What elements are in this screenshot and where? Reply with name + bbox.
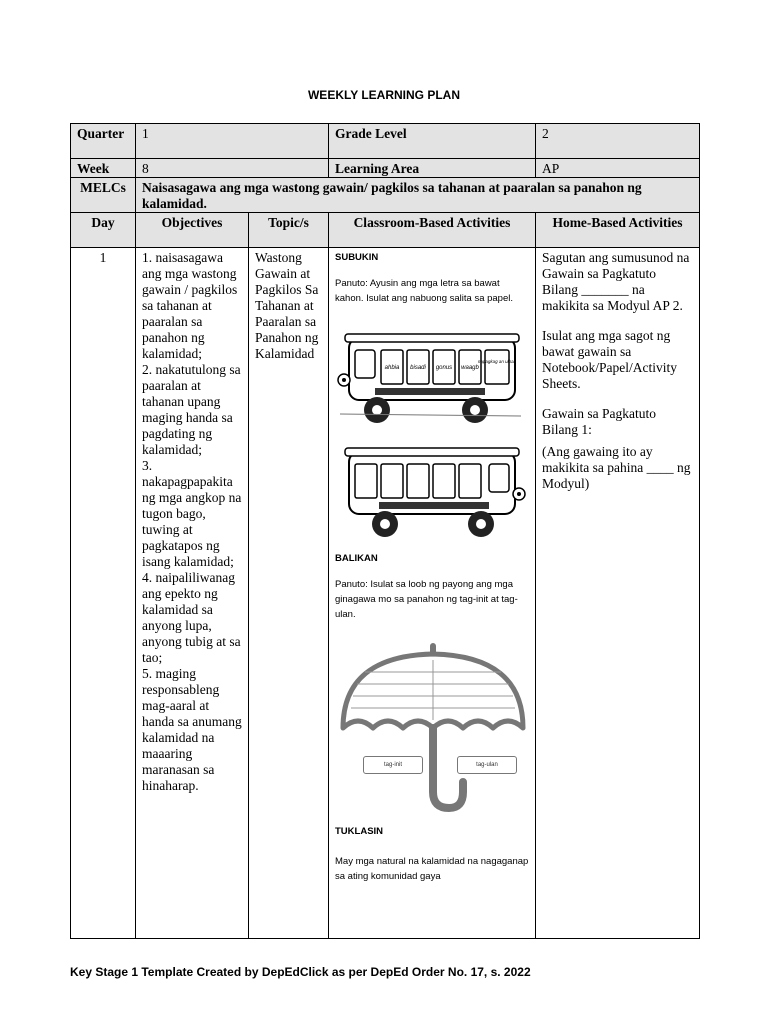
topic-cell: Wastong Gawain at Pagkilos Sa Tahanan at Paaralan sa Panahon ng Kalamidad — [249, 248, 329, 939]
week-row — [71, 159, 700, 178]
document-title: WEEKLY LEARNING PLAN — [307, 88, 460, 102]
home-activity-text: Gawain sa Pagkatuto Bilang 1: — [542, 406, 656, 437]
tag-ulan-label: tag-ulan — [457, 756, 517, 774]
tag-init-label: tag-init — [363, 756, 423, 774]
bus-word: gonus — [435, 365, 453, 371]
week-label: Week — [71, 159, 136, 178]
balikan-heading: BALIKAN — [335, 553, 378, 564]
umbrella-activity — [335, 642, 530, 812]
objectives-header: Objectives — [136, 213, 249, 248]
home-activities-cell — [536, 248, 700, 939]
day-header: Day — [71, 213, 136, 248]
bus-illustrations — [335, 328, 530, 543]
objective-item: 1. naisasagawa ang mga wastong gawain / pagkilos sa tahanan at paaralan sa panahon ng kalamidad; — [142, 250, 238, 361]
tuklasin-text: May mga natural na kalamidad na nagaganap sa ating komunidad gaya — [335, 856, 529, 882]
bus-bottom-illustration — [345, 448, 525, 537]
grade-level-value: 2 — [536, 124, 700, 159]
bus-word: waagb — [461, 365, 479, 371]
learning-area-value: AP — [536, 159, 700, 178]
classroom-header: Classroom-Based Activities — [329, 213, 536, 248]
footer-note: Key Stage 1 Template Created by DepEdClick as per DepEd Order No. 17, s. 2022 — [70, 965, 531, 979]
umbrella-illustration — [335, 642, 530, 812]
tuklasin-heading: TUKLASIN — [335, 826, 384, 837]
learning-plan-table — [70, 123, 700, 939]
home-header: Home-Based Activities — [536, 213, 700, 248]
objectives-cell — [136, 248, 249, 939]
subukin-heading: SUBUKIN — [335, 252, 379, 263]
objective-item: 5. maging responsableng mag-aaral at handa sa anumang kalamidad na maaaring maranasan sa hinaharap. — [142, 666, 242, 793]
melcs-label: MELCs — [71, 178, 136, 213]
classroom-activities-cell — [329, 248, 536, 939]
home-activity-text: Isulat ang mga sagot ng bawat gawain sa Notebook/Papel/Activity Sheets. — [542, 328, 677, 391]
melcs-value: Naisasagawa ang mga wastong gawain/ pagkilos sa tahanan at paaralan sa panahon ng kalamidad. — [136, 178, 700, 213]
bus-word: bisadi — [410, 365, 426, 371]
quarter-value: 1 — [136, 124, 329, 159]
melcs-row — [71, 178, 700, 213]
home-activity-text: (Ang gawaing ito ay makikita sa pahina ____ ng Modyul) — [542, 444, 691, 491]
subukin-instructions: Panuto: Ayusin ang mga letra sa bawat kahon. Isulat ang nabuong salita sa papel. — [335, 278, 513, 304]
learning-area-label: Learning Area — [329, 159, 536, 178]
week-value: 8 — [136, 159, 329, 178]
column-header-row — [71, 213, 700, 248]
topics-header: Topic/s — [249, 213, 329, 248]
day-number: 1 — [71, 248, 136, 939]
day-1-row — [71, 248, 700, 939]
grade-level-label: Grade Level — [329, 124, 536, 159]
bus-word: ahbia — [384, 365, 400, 371]
quarter-row — [71, 124, 700, 159]
bus-top-illustration — [338, 334, 521, 423]
objective-item: 3. nakapagpapakita ng mga angkop na tugon bago, tuwing at pagkatapos ng isang kalamidad; — [142, 458, 242, 569]
objective-item: 2. nakatutulong sa paaralan at tahanan upang maging handa sa pagdating ng kalamidad; — [142, 362, 241, 457]
balikan-instructions: Panuto: Isulat sa loob ng payong ang mga ginagawa mo sa panahon ng tag-init at tag-ulan. — [335, 579, 518, 620]
bus-word: napagkag an ulban — [477, 359, 517, 364]
home-activity-text: Sagutan ang sumusunod na Gawain sa Pagkatuto Bilang _______ na makikita sa Modyul AP 2. — [542, 250, 690, 313]
objective-item: 4. naipaliliwanag ang epekto ng kalamidad sa anyong lupa, anyong tubig at sa tao; — [142, 570, 241, 665]
quarter-label: Quarter — [71, 124, 136, 159]
